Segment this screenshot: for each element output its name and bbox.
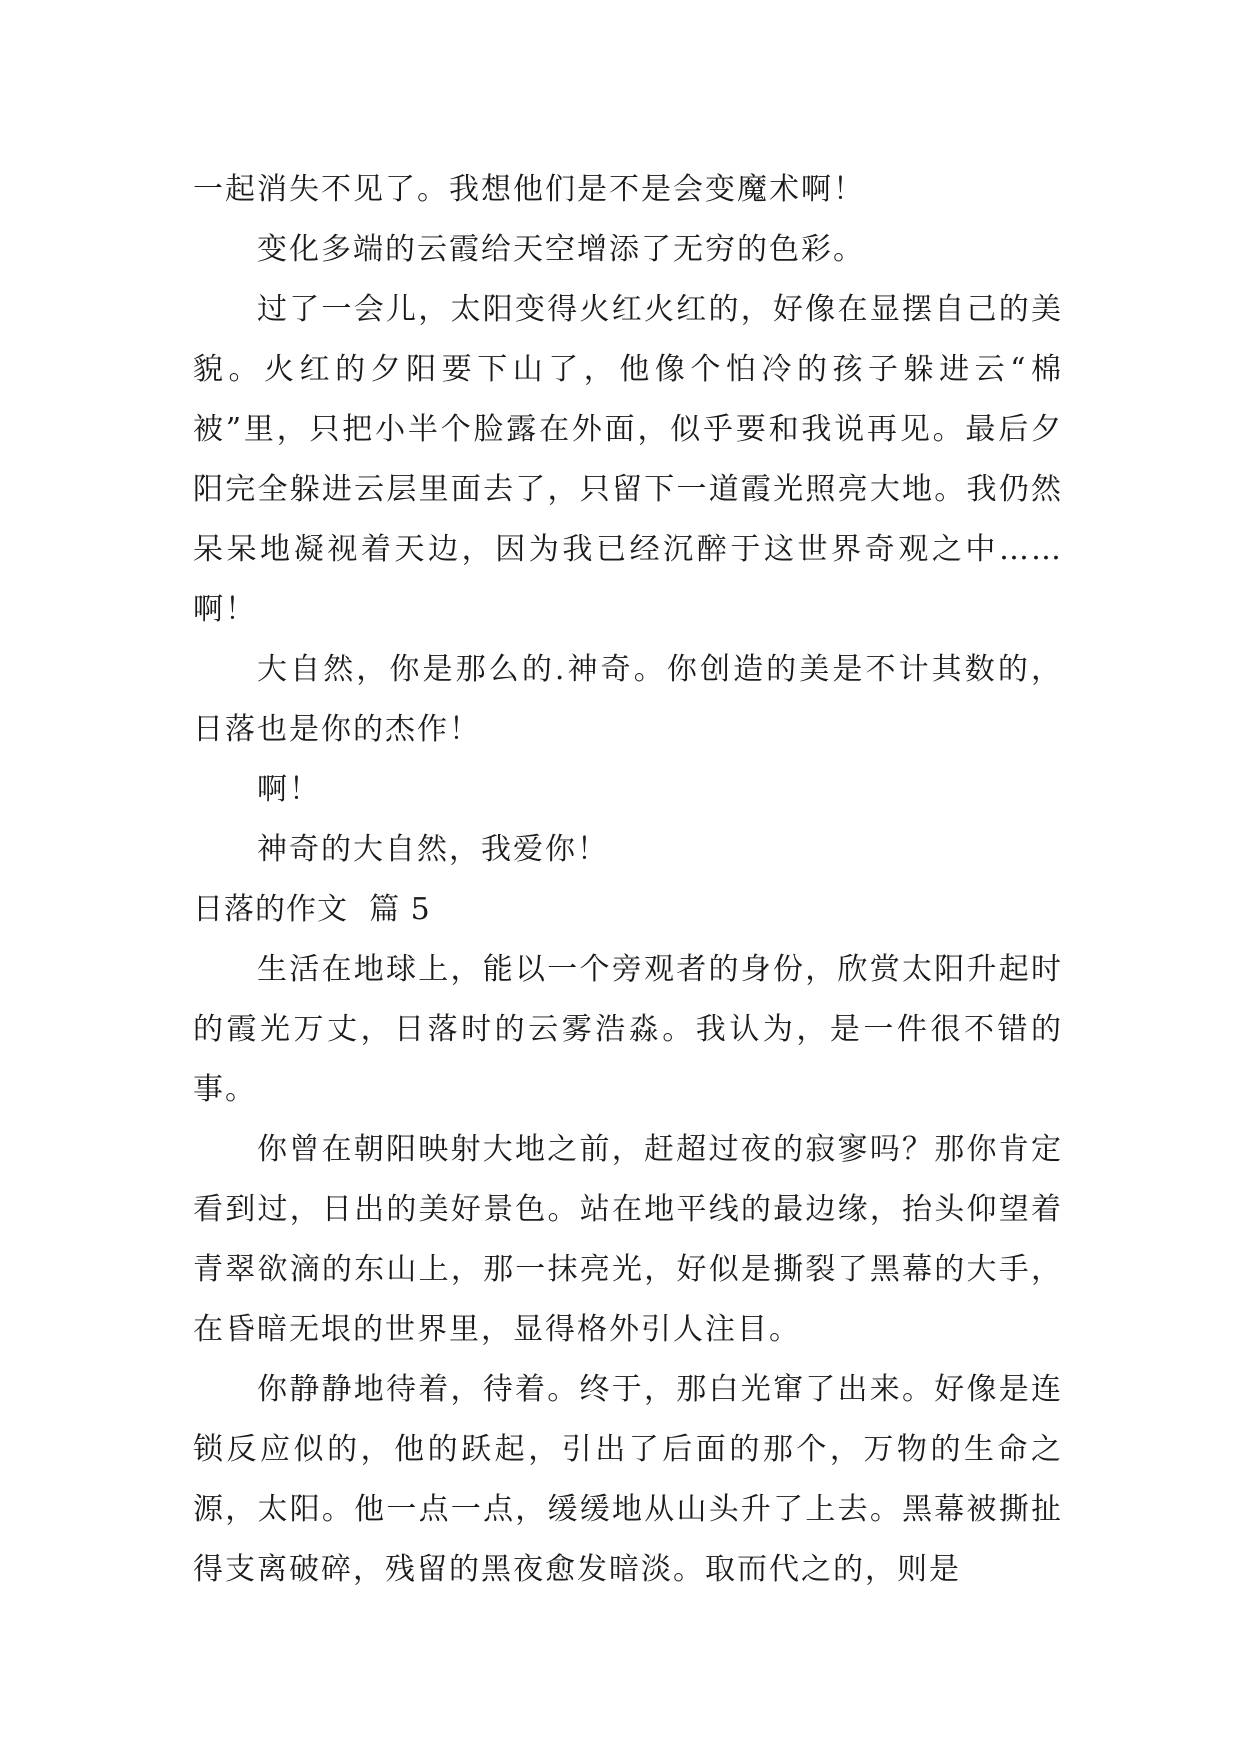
paragraph-continuation: 一起消失不见了。我想他们是不是会变魔术啊！	[193, 172, 865, 207]
paragraph: 变化多端的云霞给天空增添了无穷的色彩。	[257, 232, 865, 267]
paragraph: 生活在地球上，能以一个旁观者的身份，欣赏太阳升起时的霞光万丈，日落时的云雾浩淼。我认为，是一件很不错的事。	[193, 952, 1063, 1107]
paragraph: 神奇的大自然，我爱你！	[257, 832, 609, 867]
paragraph: 你曾在朝阳映射大地之前，赶超过夜的寂寥吗？那你肯定看到过，日出的美好景色。站在地平线的最边缘，抬头仰望着青翠欲滴的东山上，那一抹亮光，好似是撕裂了黑幕的大手，在昏暗无垠的世界里，显得格外引人注目。	[193, 1132, 1063, 1347]
section-heading: 日落的作文 篇 5	[193, 892, 431, 927]
document-body	[193, 160, 1063, 1600]
paragraph: 你静静地待着，待着。终于，那白光窜了出来。好像是连锁反应似的，他的跃起，引出了后面的那个，万物的生命之源，太阳。他一点一点，缓缓地从山头升了上去。黑幕被撕扯得支离破碎，残留的黑夜愈发暗淡。取而代之的，则是	[193, 1372, 1063, 1587]
paragraph: 大自然，你是那么的.神奇。你创造的美是不计其数的，日落也是你的杰作！	[193, 652, 1063, 747]
paragraph: 啊！	[257, 772, 321, 807]
paragraph: 过了一会儿，太阳变得火红火红的，好像在显摆自己的美貌。火红的夕阳要下山了，他像个怕冷的孩子躲进云“棉被”里，只把小半个脸露在外面，似乎要和我说再见。最后夕阳完全躲进云层里面去了，只留下一道霞光照亮大地。我仍然呆呆地凝视着天边，因为我已经沉醉于这世界奇观之中……啊！	[193, 292, 1063, 627]
